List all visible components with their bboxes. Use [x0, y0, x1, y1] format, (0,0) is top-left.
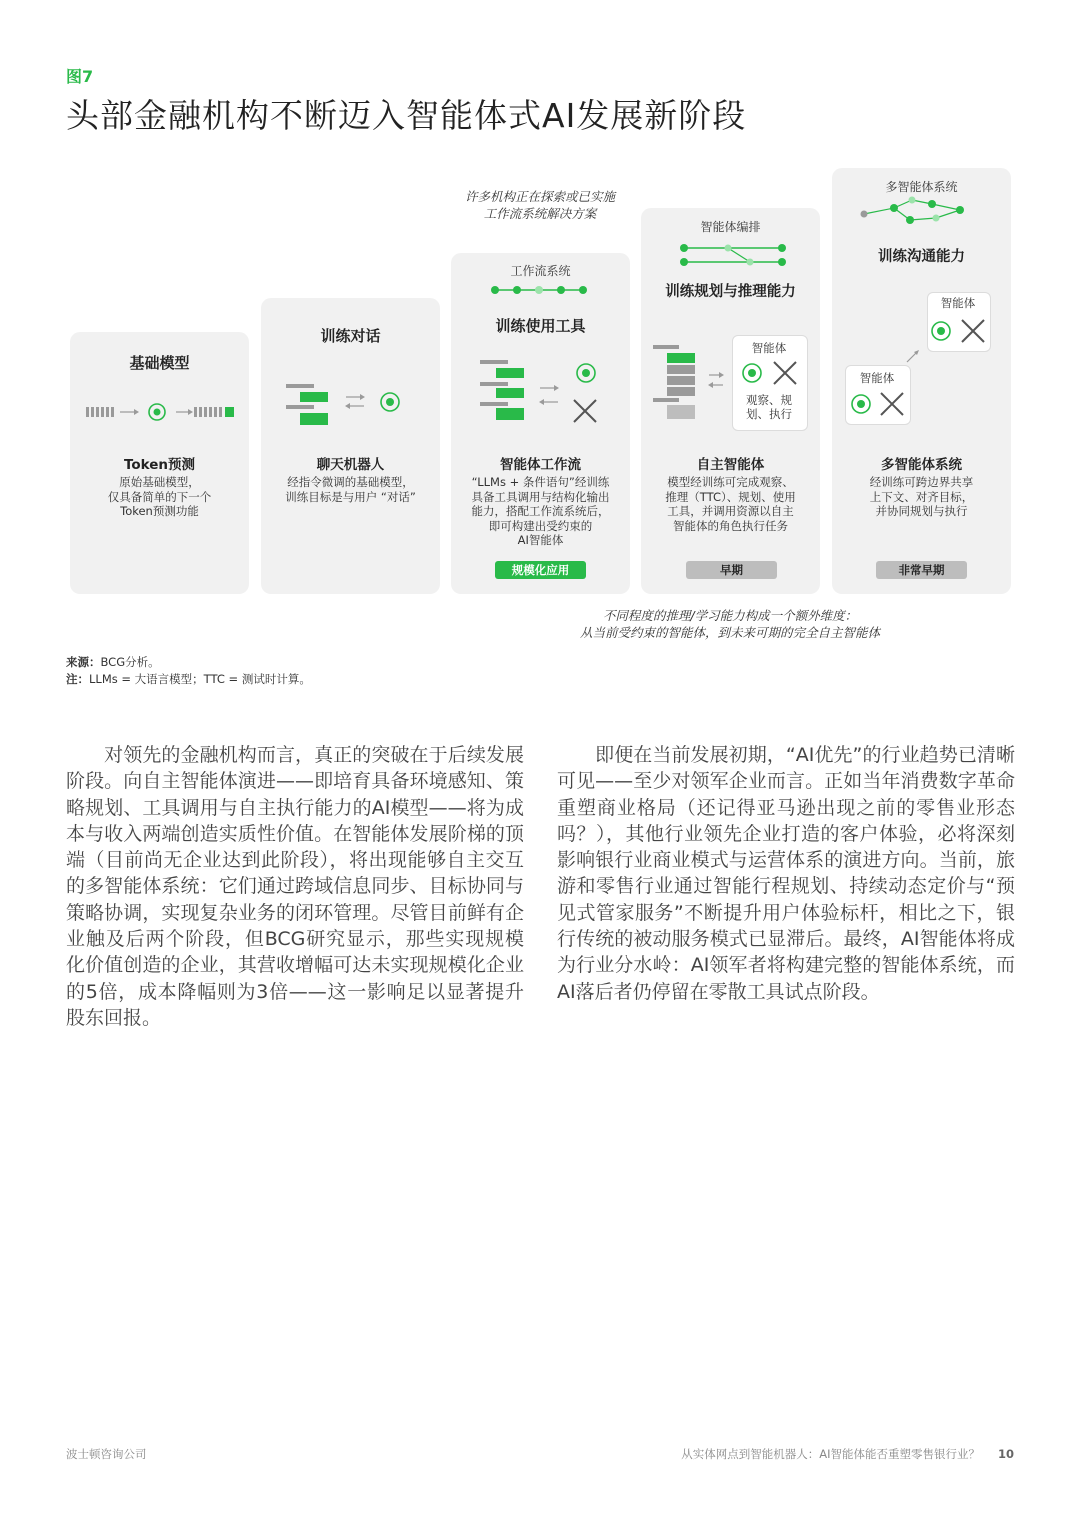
footer-title: 从实体网点到智能机器人：AI智能体能否重塑零售银行业？ 10	[681, 1447, 1014, 1461]
status-badge: 非常早期	[876, 561, 967, 579]
card-title: 智能体工作流	[500, 457, 581, 473]
token-bar-icon	[86, 398, 236, 428]
orchestration-icon	[678, 242, 788, 268]
card-desc: 原始基础模型， 仅具备简单的下一个 Token预测功能	[107, 475, 212, 518]
card-desc: 经指令微调的基础模型， 训练目标是与用户 “对话”	[285, 475, 416, 504]
robot-agent-icon	[930, 318, 986, 344]
stage-title: 训练沟通能力	[878, 249, 965, 265]
figure-source: 来源：BCG分析。 注：LLMs = 大语言模型；TTC = 测试时计算。	[66, 655, 311, 686]
body-paragraph-left: 对领先的金融机构而言，真正的突破在于后续发展阶段。向自主智能体演进——即培育具备环境感知、策略规划、工具调用与自主执行能力的AI模型——将为成本与收入两端创造实质性价值。在智能体发展阶梯的顶端（目前尚无企业达到此阶段），将出现能够自主交互的多智能体系统：它们通过跨域信息同步、目标协同与策略协调，实现复杂业务的闭环管理。尽管目前鲜有企业触及后两个阶段，但BCG研究显示，那些实现规模化价值创造的企业，其营收增幅可达未实现规模化企业的5倍，成本降幅则为3倍——这一影响足以显著提升股东回报。	[66, 744, 524, 1029]
chat-bubble-icon	[286, 384, 416, 430]
small-top-label: 多智能体系统	[885, 180, 958, 194]
card-desc: 经训练可跨边界共享 上下文、对齐目标， 并协同规划与执行	[869, 475, 974, 518]
figure-label: 图7	[66, 67, 94, 86]
agent-label: 智能体	[940, 296, 976, 310]
card-desc: 模型经训练可完成观察、 推理（TTC）、规划、使用 工具，并调用资源以自主 智能体的角色执行任务	[665, 475, 796, 533]
stage-title: 训练规划与推理能力	[665, 284, 796, 300]
card-title: 聊天机器人	[316, 457, 385, 473]
agent-label: 智能体	[859, 371, 895, 385]
robot-agent-icon	[740, 360, 798, 386]
body-paragraph-right: 即便在当前发展初期，“AI优先”的行业趋势已清晰可见——至少对领军企业而言。正如当年消费数字革命重塑商业格局（还记得亚马逊出现之前的零售业形态吗？），其他行业领先企业打造的客户体验，必将深刻影响银行业商业模式与运营体系的演进方向。当前，旅游和零售行业通过智能行程规划、持续动态定价与“预见式管家服务”不断提升用户体验标杆，相比之下，银行传统的被动服务模式已显滞后。最终，AI智能体将成为行业分水岭：AI领军者将构建完整的智能体系统，而AI落后者仍停留在零散工具试点阶段。	[557, 744, 1015, 1003]
small-top-label: 智能体编排	[700, 220, 761, 234]
card-desc: “LLMs + 条件语句”经训练 具备工具调用与结构化输出 能力，搭配工作流系统后， 即可构建出受约束的 AI智能体	[471, 475, 610, 547]
figure-title: 头部金融机构不断迈入智能体式AI发展新阶段	[66, 96, 747, 135]
workflow-nodes-icon	[490, 282, 590, 298]
stage-title: 基础模型	[129, 354, 190, 372]
top-note: 许多机构正在探索或已实施 工作流系统解决方案	[464, 189, 615, 221]
robot-agent-icon	[849, 391, 907, 417]
status-badge: 早期	[686, 561, 777, 579]
stack-icon	[653, 345, 728, 423]
small-top-label: 工作流系统	[510, 264, 571, 278]
stage-title: 训练对话	[320, 327, 381, 345]
bottom-note: 不同程度的推理/学习能力构成一个额外维度： 从当前受约束的智能体，到未来可期的完全自主智能体	[579, 608, 880, 640]
tool-workflow-icon	[480, 358, 605, 428]
card-title: 多智能体系统	[881, 457, 962, 473]
footer-company: 波士顿咨询公司	[66, 1447, 147, 1461]
agent-label: 智能体	[751, 341, 787, 355]
card-title: 自主智能体	[696, 457, 765, 473]
stage-title: 训练使用工具	[495, 317, 586, 335]
card-title: Token预测	[123, 457, 196, 473]
status-badge: 规模化应用	[495, 561, 586, 579]
page-number: 10	[997, 1447, 1014, 1461]
network-icon	[860, 196, 970, 230]
agent-sub: 观察、规 划、执行	[746, 393, 792, 421]
arrow-icon	[905, 348, 921, 364]
